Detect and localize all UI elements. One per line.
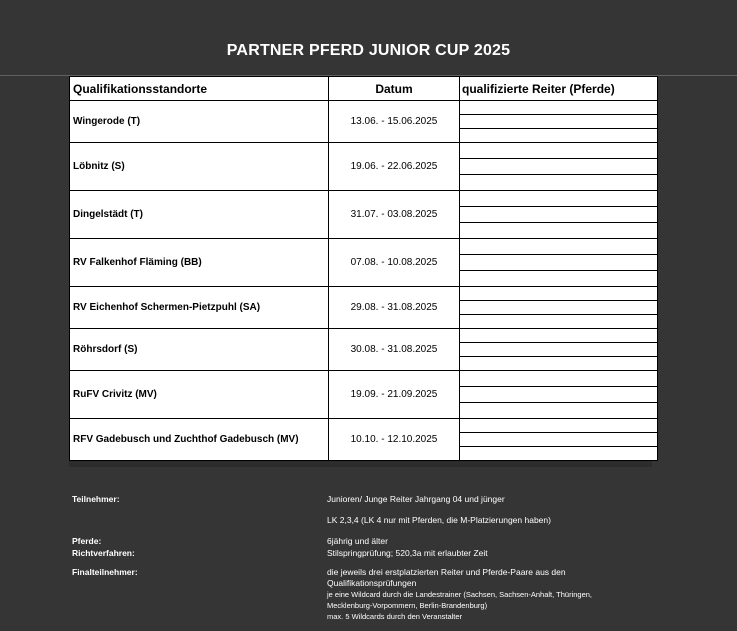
date-cell: 13.06. - 15.06.2025 [329, 101, 460, 143]
location-cell: RV Falkenhof Fläming (BB) [70, 239, 329, 287]
finalists-value-line1: die jeweils drei erstplatzierten Reiter und Pferde-Paare aus den [327, 567, 566, 577]
column-header-date: Datum [329, 77, 460, 101]
riders-cell[interactable] [460, 287, 658, 329]
finalists-value-line5: max. 5 Wildcards durch den Veranstalter [327, 612, 463, 621]
location-cell: RFV Gadebusch und Zuchthof Gadebusch (MV) [70, 419, 329, 461]
participants-value-lk: LK 2,3,4 (LK 4 nur mit Pferden, die M-Platzierungen haben) [327, 515, 551, 525]
riders-cell[interactable] [460, 239, 658, 287]
horses-value: 6jährig und älter [327, 536, 388, 546]
participants-value-age: Junioren/ Junge Reiter Jahrgang 04 und jünger [327, 494, 505, 504]
page-title: PARTNER PFERD JUNIOR CUP 2025 [226, 42, 511, 59]
date-cell: 31.07. - 03.08.2025 [329, 191, 460, 239]
riders-cell[interactable] [460, 371, 658, 419]
table-row [70, 239, 658, 287]
date-cell: 07.08. - 10.08.2025 [329, 239, 460, 287]
date-cell: 30.08. - 31.08.2025 [329, 329, 460, 371]
finalists-label: Finalteilnehmer: [72, 567, 138, 577]
table-row [70, 287, 658, 329]
riders-cell[interactable] [460, 191, 658, 239]
table-row [70, 329, 658, 371]
riders-cell[interactable] [460, 329, 658, 371]
horses-label: Pferde: [72, 536, 102, 546]
table-row [70, 143, 658, 191]
procedure-value: Stilspringprüfung; 520,3a mit erlaubter Zeit [327, 548, 488, 558]
table-row [70, 419, 658, 461]
location-cell: RuFV Crivitz (MV) [70, 371, 329, 419]
finalists-value-line4: Mecklenburg-Vorpommern, Berlin-Brandenburg) [327, 601, 488, 610]
location-cell: RV Eichenhof Schermen-Pietzpuhl (SA) [70, 287, 329, 329]
table-row [70, 371, 658, 419]
column-header-riders: qualifizierte Reiter (Pferde) [460, 77, 658, 101]
table-row [70, 191, 658, 239]
location-cell: Röhrsdorf (S) [70, 329, 329, 371]
riders-cell[interactable] [460, 143, 658, 191]
table-header-row [70, 77, 658, 101]
participants-label: Teilnehmer: [72, 494, 120, 504]
column-header-location: Qualifikationsstandorte [70, 77, 329, 101]
procedure-label: Richtverfahren: [72, 548, 135, 558]
location-cell: Wingerode (T) [70, 101, 329, 143]
qualification-table [69, 76, 658, 461]
riders-cell[interactable] [460, 419, 658, 461]
table-row [70, 101, 658, 143]
finalists-value-line2: Qualifikationsprüfungen [327, 578, 417, 588]
finalists-value-line3: je eine Wildcard durch die Landestrainer (Sachsen, Sachsen-Anhalt, Thüringen, [327, 590, 593, 599]
date-cell: 29.08. - 31.08.2025 [329, 287, 460, 329]
date-cell: 19.09. - 21.09.2025 [329, 371, 460, 419]
riders-cell[interactable] [460, 101, 658, 143]
location-cell: Löbnitz (S) [70, 143, 329, 191]
location-cell: Dingelstädt (T) [70, 191, 329, 239]
date-cell: 10.10. - 12.10.2025 [329, 419, 460, 461]
date-cell: 19.06. - 22.06.2025 [329, 143, 460, 191]
